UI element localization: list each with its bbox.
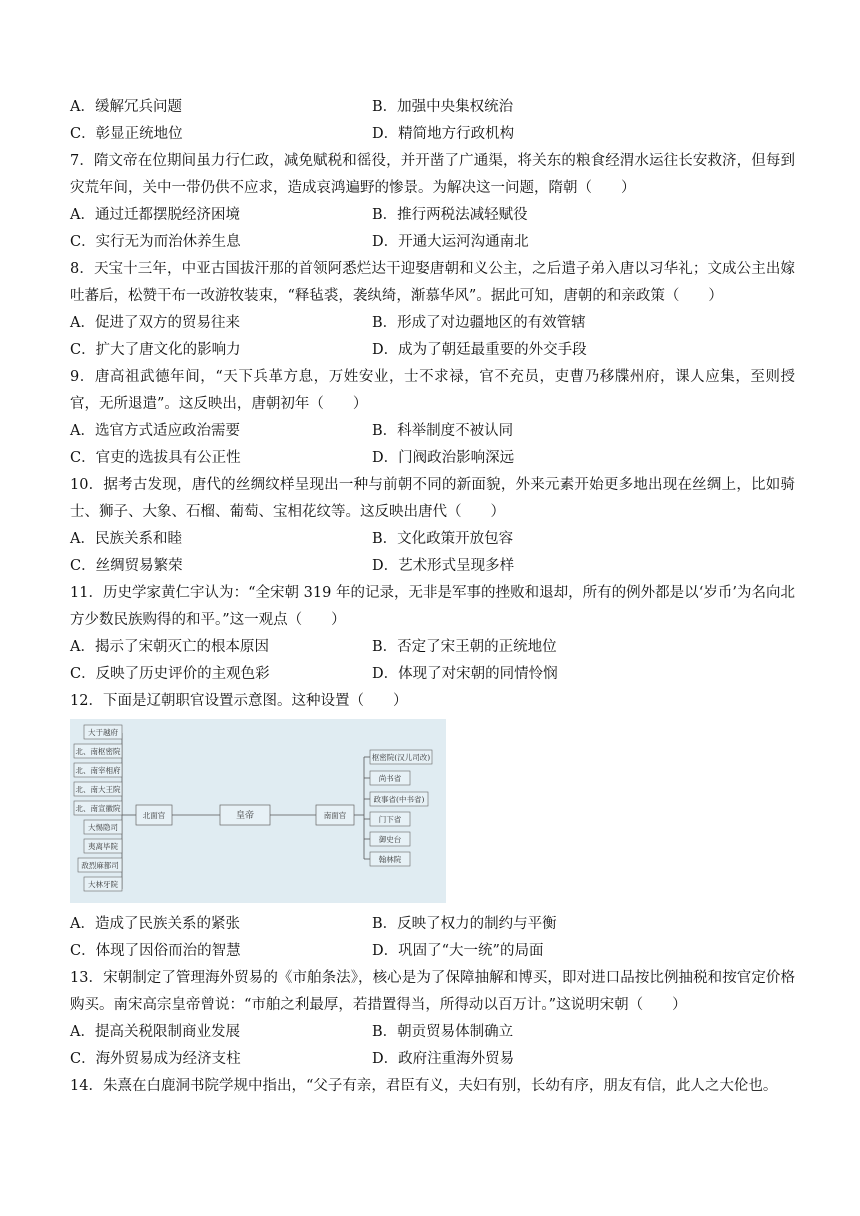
north-item-5: 大惕隐司 bbox=[88, 823, 118, 832]
q9-option-a: A．选官方式适应政治需要 bbox=[70, 423, 240, 439]
q12-option-c: C．体现了因俗而治的智慧 bbox=[70, 943, 241, 959]
q6-option-c: C．彰显正统地位 bbox=[70, 126, 183, 142]
north-item-6: 夷离毕院 bbox=[88, 842, 118, 851]
q12-option-d: D．巩固了“大一统”的局面 bbox=[372, 943, 544, 959]
south-officials-label: 南面官 bbox=[323, 811, 347, 820]
exam-page bbox=[70, 94, 795, 1100]
emperor-label: 皇帝 bbox=[235, 811, 255, 821]
q14-stem: 14．朱熹在白鹿洞书院学规中指出，“父子有亲，君臣有义，夫妇有别，长幼有序，朋友有信，此人之大伦也。 bbox=[70, 1078, 778, 1094]
q13-stem: 13．宋朝制定了管理海外贸易的《市舶条法》，核心是为了保障抽解和博买，即对进口品按比例抽税和按官定价格购买。南宋高宗皇帝曾说：“市舶之利最厚，若措置得当，所得动以百万计。”这说明宋朝（ ） bbox=[70, 970, 795, 1013]
q13-option-b: B．朝贡贸易体制确立 bbox=[372, 1024, 514, 1040]
north-item-8: 大林牙院 bbox=[88, 880, 118, 889]
liao-official-diagram bbox=[70, 719, 446, 903]
liao-official-diagram-svg bbox=[70, 719, 446, 903]
south-item-3: 门下省 bbox=[378, 815, 402, 824]
q7-stem: 7．隋文帝在位期间虽力行仁政，减免赋税和徭役，并开凿了广通渠，将关东的粮食经渭水运往长安救济，但每到灾荒年间，关中一带仍供不应求，造成哀鸿遍野的惨景。为解决这一问题，隋朝（ ） bbox=[70, 153, 795, 196]
north-item-7: 敌烈麻都司 bbox=[81, 861, 119, 870]
q6-option-d: D．精简地方行政机构 bbox=[372, 126, 515, 142]
south-item-1: 尚书省 bbox=[378, 774, 402, 783]
q11-options-row2 bbox=[70, 661, 795, 688]
q11-options-row1 bbox=[70, 634, 795, 661]
q7-options-row1 bbox=[70, 202, 795, 229]
north-item-4: 北、南宣徽院 bbox=[75, 804, 121, 813]
q13-option-d: D．政府注重海外贸易 bbox=[372, 1051, 515, 1067]
q12-option-b: B．反映了权力的制约与平衡 bbox=[372, 916, 557, 932]
q9-option-d: D．门阀政治影响深远 bbox=[372, 450, 515, 466]
q8-option-d: D．成为了朝廷最重要的外交手段 bbox=[372, 342, 587, 358]
q10-stem: 10．据考古发现，唐代的丝绸纹样呈现出一种与前朝不同的新面貌，外来元素开始更多地出现在丝绸上，比如骑士、狮子、大象、石榴、葡萄、宝相花纹等。这反映出唐代（ ） bbox=[70, 477, 795, 520]
south-item-5: 翰林院 bbox=[378, 855, 402, 864]
q9-stem: 9．唐高祖武德年间，“天下兵革方息，万姓安业，士不求禄，官不充员，吏曹乃移牒州府，课人应集，至则授官，无所退遣”。这反映出，唐朝初年（ ） bbox=[70, 369, 795, 412]
q7-option-a: A．通过迁都摆脱经济困境 bbox=[70, 207, 240, 223]
q11-option-b: B．否定了宋王朝的正统地位 bbox=[372, 639, 557, 655]
q12-option-a: A．造成了民族关系的紧张 bbox=[70, 916, 240, 932]
q10-option-c: C．丝绸贸易繁荣 bbox=[70, 558, 183, 574]
q8-option-c: C．扩大了唐文化的影响力 bbox=[70, 342, 241, 358]
q8-options-row1 bbox=[70, 310, 795, 337]
q12-stem: 12．下面是辽朝职官设置示意图。这种设置（ ） bbox=[70, 693, 408, 709]
q12-options-row1 bbox=[70, 911, 795, 938]
q9-options-row2 bbox=[70, 445, 795, 472]
north-item-0: 大于越府 bbox=[88, 728, 118, 737]
q11-option-c: C．反映了历史评价的主观色彩 bbox=[70, 666, 270, 682]
q11-stem: 11．历史学家黄仁宇认为：“全宋朝 319 年的记录，无非是军事的挫败和退却，所有的例外都是以‘岁币’为名向北方少数民族购得的和平。”这一观点（ ） bbox=[70, 585, 795, 628]
north-officials-label: 北面官 bbox=[142, 811, 166, 820]
q8-option-b: B．形成了对边疆地区的有效管辖 bbox=[372, 315, 586, 331]
q13-options-row1 bbox=[70, 1019, 795, 1046]
south-item-0: 枢密院(汉儿司改) bbox=[371, 753, 431, 762]
q11-option-a: A．揭示了宋朝灭亡的根本原因 bbox=[70, 639, 269, 655]
q8-options-row2 bbox=[70, 337, 795, 364]
q10-option-b: B．文化政策开放包容 bbox=[372, 531, 514, 547]
q10-options-row2 bbox=[70, 553, 795, 580]
q10-option-d: D．艺术形式呈现多样 bbox=[372, 558, 515, 574]
q10-option-a: A．民族关系和睦 bbox=[70, 531, 182, 547]
q9-option-b: B．科举制度不被认同 bbox=[372, 423, 514, 439]
q13-option-a: A．提高关税限制商业发展 bbox=[70, 1024, 240, 1040]
q11-option-d: D．体现了对宋朝的同情怜悯 bbox=[372, 666, 558, 682]
north-item-1: 北、南枢密院 bbox=[75, 747, 121, 756]
q7-option-b: B．推行两税法减轻赋役 bbox=[372, 207, 528, 223]
south-item-4: 御史台 bbox=[378, 835, 402, 844]
q13-options-row2 bbox=[70, 1046, 795, 1073]
q6-options-row1 bbox=[70, 94, 795, 121]
q10-options-row1 bbox=[70, 526, 795, 553]
q7-option-d: D．开通大运河沟通南北 bbox=[372, 234, 529, 250]
q8-option-a: A．促进了双方的贸易往来 bbox=[70, 315, 240, 331]
q6-options-row2 bbox=[70, 121, 795, 148]
q12-options-row2 bbox=[70, 938, 795, 965]
south-item-2: 政事省(中书省) bbox=[373, 795, 425, 804]
north-item-3: 北、南大王院 bbox=[75, 785, 121, 794]
q7-option-c: C．实行无为而治休养生息 bbox=[70, 234, 241, 250]
q6-option-b: B．加强中央集权统治 bbox=[372, 99, 514, 115]
q9-options-row1 bbox=[70, 418, 795, 445]
north-item-2: 北、南宰相府 bbox=[75, 766, 121, 775]
q9-option-c: C．官吏的选拔具有公正性 bbox=[70, 450, 241, 466]
q7-options-row2 bbox=[70, 229, 795, 256]
q8-stem: 8．天宝十三年，中亚古国拔汗那的首领阿悉烂达干迎娶唐朝和义公主，之后遣子弟入唐以习华礼；文成公主出嫁吐蕃后，松赞干布一改游牧装束，“释毡裘，袭纨绮，渐慕华风”。据此可知，唐朝的和亲政策（ ） bbox=[70, 261, 795, 304]
q6-option-a: A．缓解冗兵问题 bbox=[70, 99, 182, 115]
q13-option-c: C．海外贸易成为经济支柱 bbox=[70, 1051, 241, 1067]
